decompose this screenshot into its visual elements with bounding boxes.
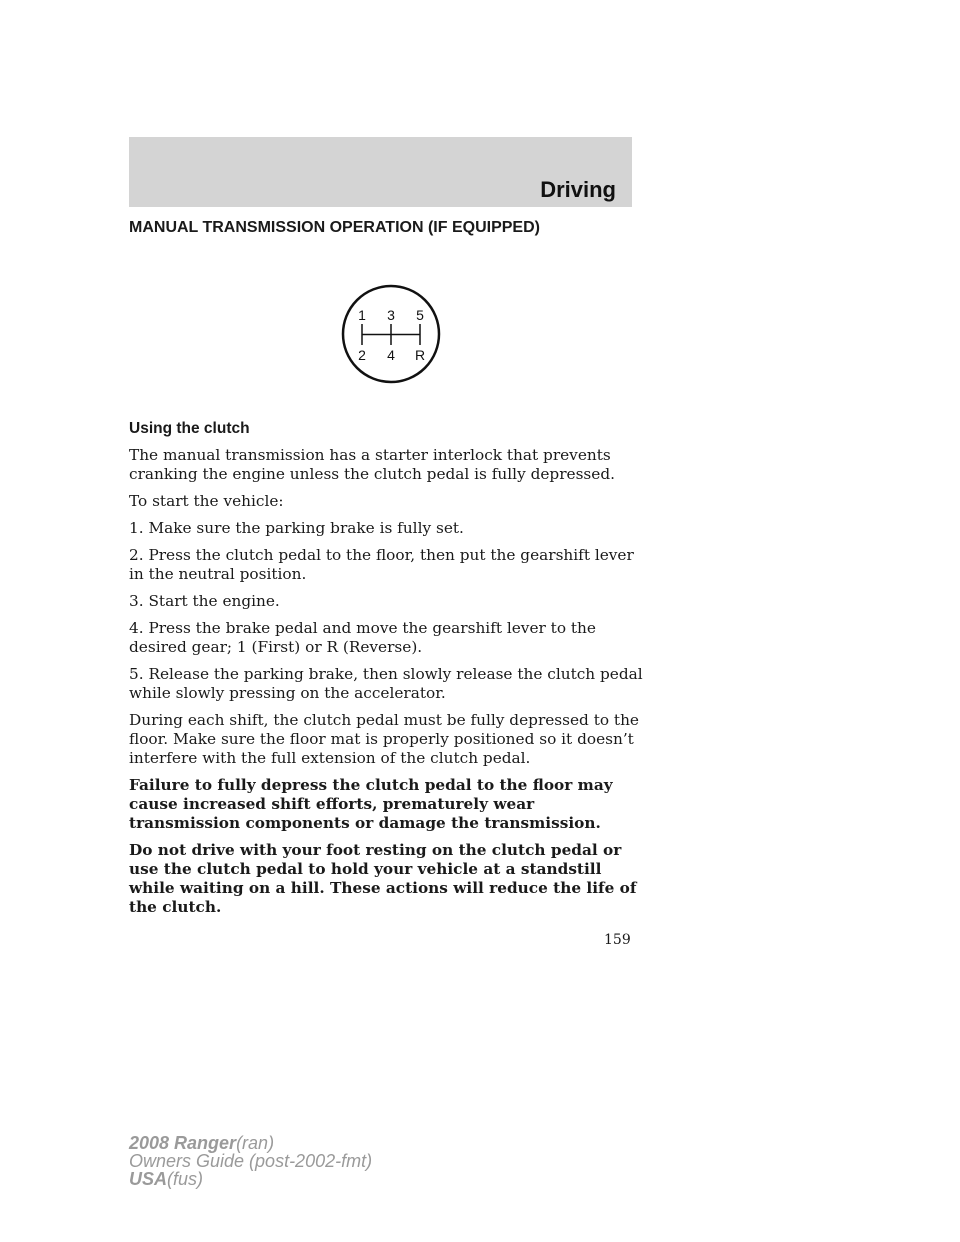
shift-pattern-figure (129, 261, 649, 407)
page-content (129, 218, 649, 917)
footer-market: USA (129, 1169, 168, 1189)
paragraph: During each shift, the clutch pedal must be fully depressed to the floor. Make sure the floor mat is properly positioned so it doesn’t interfere with the full extension of the clutch pedal. (129, 711, 639, 767)
gear-label-r: R (414, 347, 426, 363)
section-header-band (129, 137, 632, 207)
caution-paragraph: Failure to fully depress the clutch pedal to the floor may cause increased shift efforts, prematurely wear transmission components or damage the transmission. (129, 776, 613, 832)
paragraph: To start the vehicle: (129, 492, 284, 510)
footer-line-3 (129, 1170, 372, 1188)
step-5: 5. Release the parking brake, then slowly release the clutch pedal while slowly pressing on the accelerator. (129, 665, 643, 702)
footer-model: 2008 Ranger (129, 1133, 237, 1153)
footer-line-2: Owners Guide (post-2002-fmt) (129, 1151, 373, 1171)
step-2: 2. Press the clutch pedal to the floor, then put the gearshift lever in the neutral position. (129, 546, 634, 583)
caution-paragraph: Do not drive with your foot resting on the clutch pedal or use the clutch pedal to hold your vehicle at a standstill while waiting on a hill. These actions will reduce the life of the clutch. (129, 841, 637, 916)
gear-label-1: 1 (358, 307, 366, 323)
subheading-using-clutch: Using the clutch (129, 420, 250, 437)
gear-label-2: 2 (358, 347, 366, 363)
page-title: MANUAL TRANSMISSION OPERATION (IF EQUIPPED) (129, 219, 540, 236)
step-1: 1. Make sure the parking brake is fully set. (129, 519, 464, 537)
page-number: 159 (604, 932, 631, 948)
gear-label-3: 3 (387, 307, 395, 323)
paragraph: The manual transmission has a starter interlock that prevents cranking the engine unless the clutch pedal is fully depressed. (129, 446, 615, 483)
footer-model-code: (ran) (236, 1133, 275, 1153)
gear-label-5: 5 (416, 307, 424, 323)
footer-market-code: (fus) (167, 1169, 204, 1189)
step-3: 3. Start the engine. (129, 592, 280, 610)
document-footer (129, 1134, 372, 1188)
footer-line-1 (129, 1134, 372, 1152)
shift-pattern-icon (336, 261, 446, 407)
step-4: 4. Press the brake pedal and move the gearshift lever to the desired gear; 1 (First) or R (Reverse). (129, 619, 596, 656)
gear-label-4: 4 (387, 347, 395, 363)
section-title-driving: Driving (540, 177, 616, 202)
